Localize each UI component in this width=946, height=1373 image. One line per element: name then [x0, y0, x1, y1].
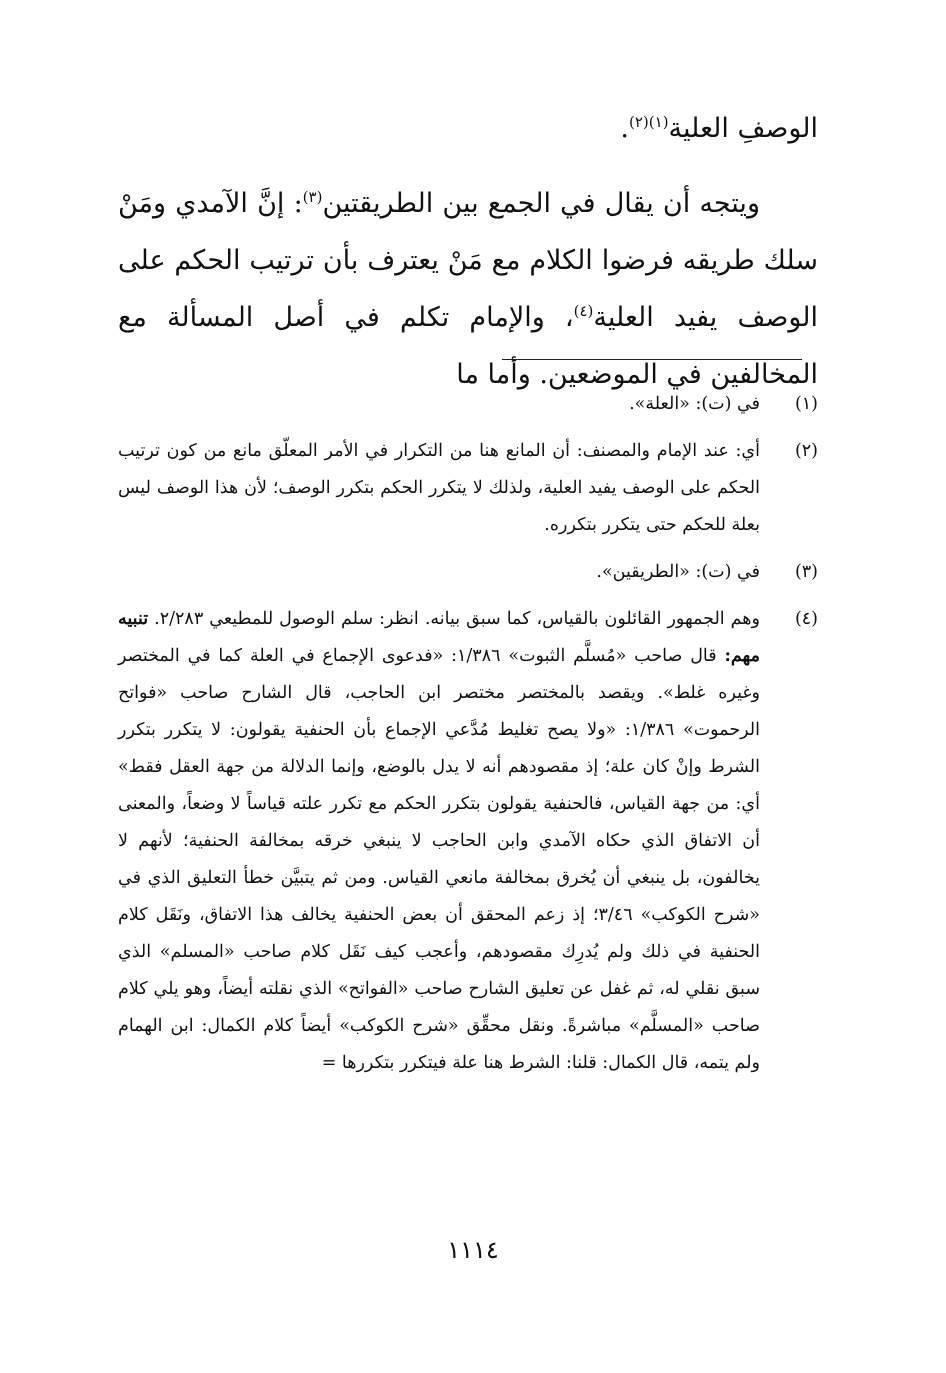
footnote-number: (٢)	[794, 441, 818, 461]
continuation-text: الوصفِ العلية	[668, 113, 818, 144]
footnote-text: في (ت): «العلة».	[629, 394, 760, 414]
continuation-period: .	[620, 113, 629, 144]
main-text	[118, 100, 818, 403]
paragraph-part-2: : إنَّ الآمدي ومَنْ سلك طريقه فرضوا الكلام مع مَنْ يعترف بأن ترتيب الحكم على الوصف يفيد العلية	[118, 188, 818, 333]
footnote-text-after: قال صاحب «مُسلَّم الثبوت» ١/٣٨٦: «فدعوى الإجماع في العلة كما في المختصر وغيره غلط». ويقصد بالمختصر مختصر ابن الحاجب، قال الشارح صاحب «فواتح الرحموت» ١/٣٨٦: «ولا يصح تغليط مُدَّعي الإجماع بأن الحنفية يقولون: لا يتكرر بتكرر الشرط وإنْ كان علة؛ إذ مقصودهم أنه لا يدل بالوضع، وإنما الدلالة من جهة العقل فقط» أي: من جهة القياس، فالحنفية يقولون بتكرر الحكم مع تكرر علته قياساً لا وضعاً، والمعنى أن الاتفاق الذي حكاه الآمدي وابن الحاجب لا ينبغي خرقه بمخالفة الحنفية؛ لأنهم لا يخالفون، بل ينبغي أن يُخرق بمخالفة مانعي القياس. ومن ثم يتبيَّن خطأ التعليق الذي في «شرح الكوكب» ٣/٤٦؛ إذ زعم المحقق أن بعض الحنفية يخالف هذا الاتفاق، ونَقَل كلام الحنفية في ذلك ولم يُدرِك مقصودهم، وأعجب كيف نَقَل كلام صاحب «المسلم» الذي سبق نقلي له، ثم غفل عن تعليق الشارح صاحب «الفواتح» الذي نقلته أيضاً، وهو يلي كلام صاحب «المسلَّم» مباشرةً. ونقل محقِّق «شرح الكوكب» أيضاً كلام الكمال: ابن الهمام ولم يتمه، قال الكمال: قلنا: الشرط هنا علة فيتكرر بتكررها =	[118, 646, 760, 1073]
footnote-2	[118, 433, 818, 544]
footnotes	[118, 386, 818, 1092]
footnote-4	[118, 601, 818, 1082]
footnote-text: في (ت): «الطريقين».	[596, 562, 760, 582]
footnote-text: أي: عند الإمام والمصنف: أن المانع هنا من التكرار في الأمر المعلّق مانع من كون ترتيب الحكم على الوصف يفيد العلية، ولذلك لا يتكرر الحكم بتكرر الوصف؛ لأن هذا الوصف ليس بعلة للحكم حتى يتكرر بتكرره.	[118, 441, 760, 535]
footnote-ref-4: (٤)	[573, 302, 594, 320]
footnote-1	[118, 386, 818, 423]
paragraph-part-1: ويتجه أن يقال في الجمع بين الطريقتين	[322, 188, 760, 219]
footnote-3	[118, 554, 818, 591]
footnote-separator	[502, 359, 802, 360]
page-number: ١١١٤	[447, 1236, 499, 1264]
footnote-number: (٣)	[794, 562, 818, 582]
footnote-number: (١)	[794, 394, 818, 414]
continuation-line	[118, 100, 818, 157]
footnote-ref-3: (٣)	[302, 188, 323, 206]
paragraph-part-3: ، والإمام تكلم في أصل المسألة مع المخالفين في الموضعين. وأما ما	[118, 302, 818, 390]
footnote-text-before: وهم الجمهور القائلون بالقياس، كما سبق بيانه. انظر: سلم الوصول للمطيعي ٢/٢٨٣.	[154, 609, 760, 629]
footnote-number: (٤)	[794, 609, 818, 629]
footnote-refs-1-2: (١)(٢)	[628, 113, 669, 131]
important-note-label: تنبيه مهم:	[118, 609, 760, 666]
main-paragraph	[118, 175, 818, 403]
